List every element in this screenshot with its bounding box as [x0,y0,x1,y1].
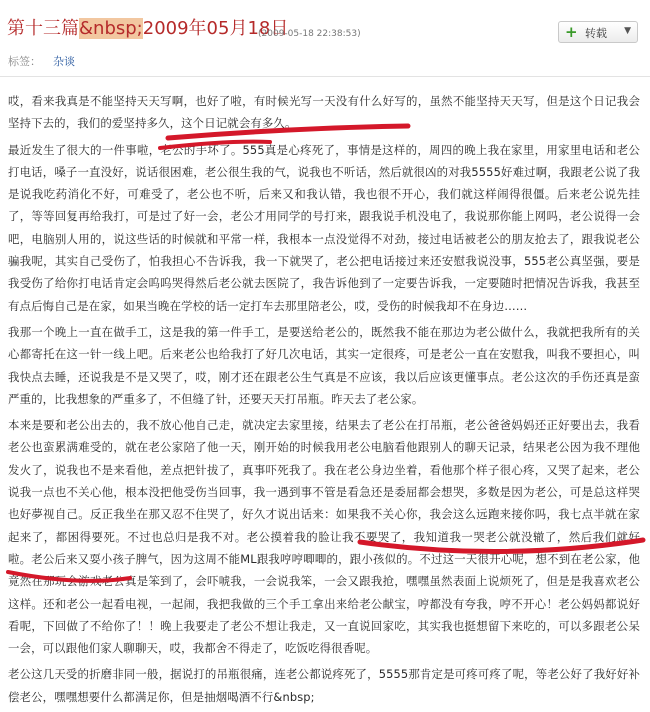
post-title [7,14,288,40]
post-timestamp: (2009-05-18 22:38:53) [258,29,361,39]
share-label: 转载 [585,27,607,40]
chevron-down-icon[interactable]: ▼ [624,26,631,36]
tag-link[interactable]: 杂谈 [53,55,75,68]
paragraph: 本来是要和老公出去的，我不放心他自己走，就决定去家里接，结果去了老公在打吊瓶，老公爸爸妈妈还正好要出去，我看老公也蛮累满难受的，就在老公家陪了他一天，刚开始的时候我用老公电脑看他跟别人的聊天记录，结果老公因为我不理他发火了，说我也不是来看他，差点把针拔了，真事吓死我了。我在老公身边坐着，看他那个样子很心疼，又哭了起来，老公说我一点也不关心他，根本没把他受伤当回事，我一遇到事不管是看急还是委屈都会想哭，多数是因为老公，可是总这样哭也好夢视自己。反正我坐在那又忍不住哭了，好久才说出话来：如果我不关心你，我会这么远跑来接你吗，我七点半就在家起来了，都困得要死。不过也总归是我不对。老公摸着我的脸让我不要哭了，我知道我一哭老公就没辙了，然后我们就好啦。老公后来又耍小孩子脾气，因为这周不能ML跟我哼哼唧唧的，跟小孩似的。不过这一天很开心呢，想不到在老公家，他竟然在那玩会游戏老公真是笨到了，会吓唬我，一会说我笨，一会又跟我抢，嘿嘿虽然表面上说烦死了，但是是我喜欢老公这样。还和老公一起看电视，一起闹，我把我做的三个手工拿出来给老公献宝，哼都没有夸我，哼不开心！老公妈妈都说好看呢，下回做了不给你了！！晚上我要走了老公不想让我走，又一直说回家吃，其实我也挺想留下来吃的，可以多跟老公呆一会，可以跟他们家人聊聊天，哎，我都舍不得走了，吃饭吃得很香呢。 [8,418,640,656]
tag-label: 标签： [8,55,41,68]
paragraph: 哎，看来我真是不能坚持天天写啊，也好了啦，有时候光写一天没有什么好写的，虽然不能坚持天天写，但是这个日记我会坚持下去的，我们的爱坚持多久，这个日记就会有多久。 [8,94,640,131]
share-button[interactable] [558,21,638,43]
title-date: 2009年05月18日 [142,18,289,39]
title-prefix: 第十三篇 [7,18,79,39]
tag-row [8,53,75,69]
divider [0,76,650,77]
paragraph: 老公这几天受的折磨非同一般，据说打的吊瓶很痛，连老公都说疼死了，5555那肯定是可疼可疼了呢，等老公好了我好好补偿老公，嘿嘿想要什么都满足你，但是抽烟喝酒不行&nbsp; [8,667,640,704]
paragraph: 最近发生了很大的一件事啦，老公的手坏了。555真是心疼死了，事情是这样的，周四的晚上我在家里，用家里电话和老公打电话，嗓子一直没好，说话很困难，老公很生我的气，说我也不听话，然后就很凶的对我5555好难过啊，我跟老公说了我是说我吃药消化不好，可难受了，老公也不听，后来又和我认错，我也很不开心，我们就这样闹得很僵。后来老公说先挂了，等等回复再给我打，可是过了好一会，老公才用同学的号打来，跟我说手机没电了，我说那你能上网吗，老公说得一会吧，电脑别人用的，说这些话的时候就和平常一样，我根本一点没觉得不对劲，接过电话被老公的朋友抢去了，跟我说老公骗我呢，其实自己受伤了，怕我担心不告诉我，我一下就哭了，老公把电话接过来还安慰我说没事，555老公真坚强，要是我受伤了给你打电话肯定会呜呜哭得然后老公就去医院了，我告诉他到了一定要告诉我，一定要随时把情况告诉我，我甚至有点后悔自己是在家，如果当晚在学校的话一定打车去那里陪老公，哎，受伤的时候我却不在身边…… [8,142,640,313]
plus-icon: + [565,23,578,41]
post-header [0,10,650,46]
title-entity: &nbsp; [79,18,143,39]
post-body [8,90,640,712]
paragraph: 我那一个晚上一直在做手工，这是我的第一件手工，是要送给老公的，既然我不能在那边为老公做什么，我就把我所有的关心都寄托在这一针一线上吧。后来老公也给我打了好几次电话，其实一定很疼，可是老公一直在安慰我，叫我不要担心，叫我快点去睡，还说我是不是又哭了，哎，刚才还在跟老公生气真是不应该，我以后应该更懂事点。老公这次的手伤还真是蛮严重的，比我想象的严重多了，不但缝了针，还要天天打吊瓶。昨天去了老公家。 [8,324,640,406]
